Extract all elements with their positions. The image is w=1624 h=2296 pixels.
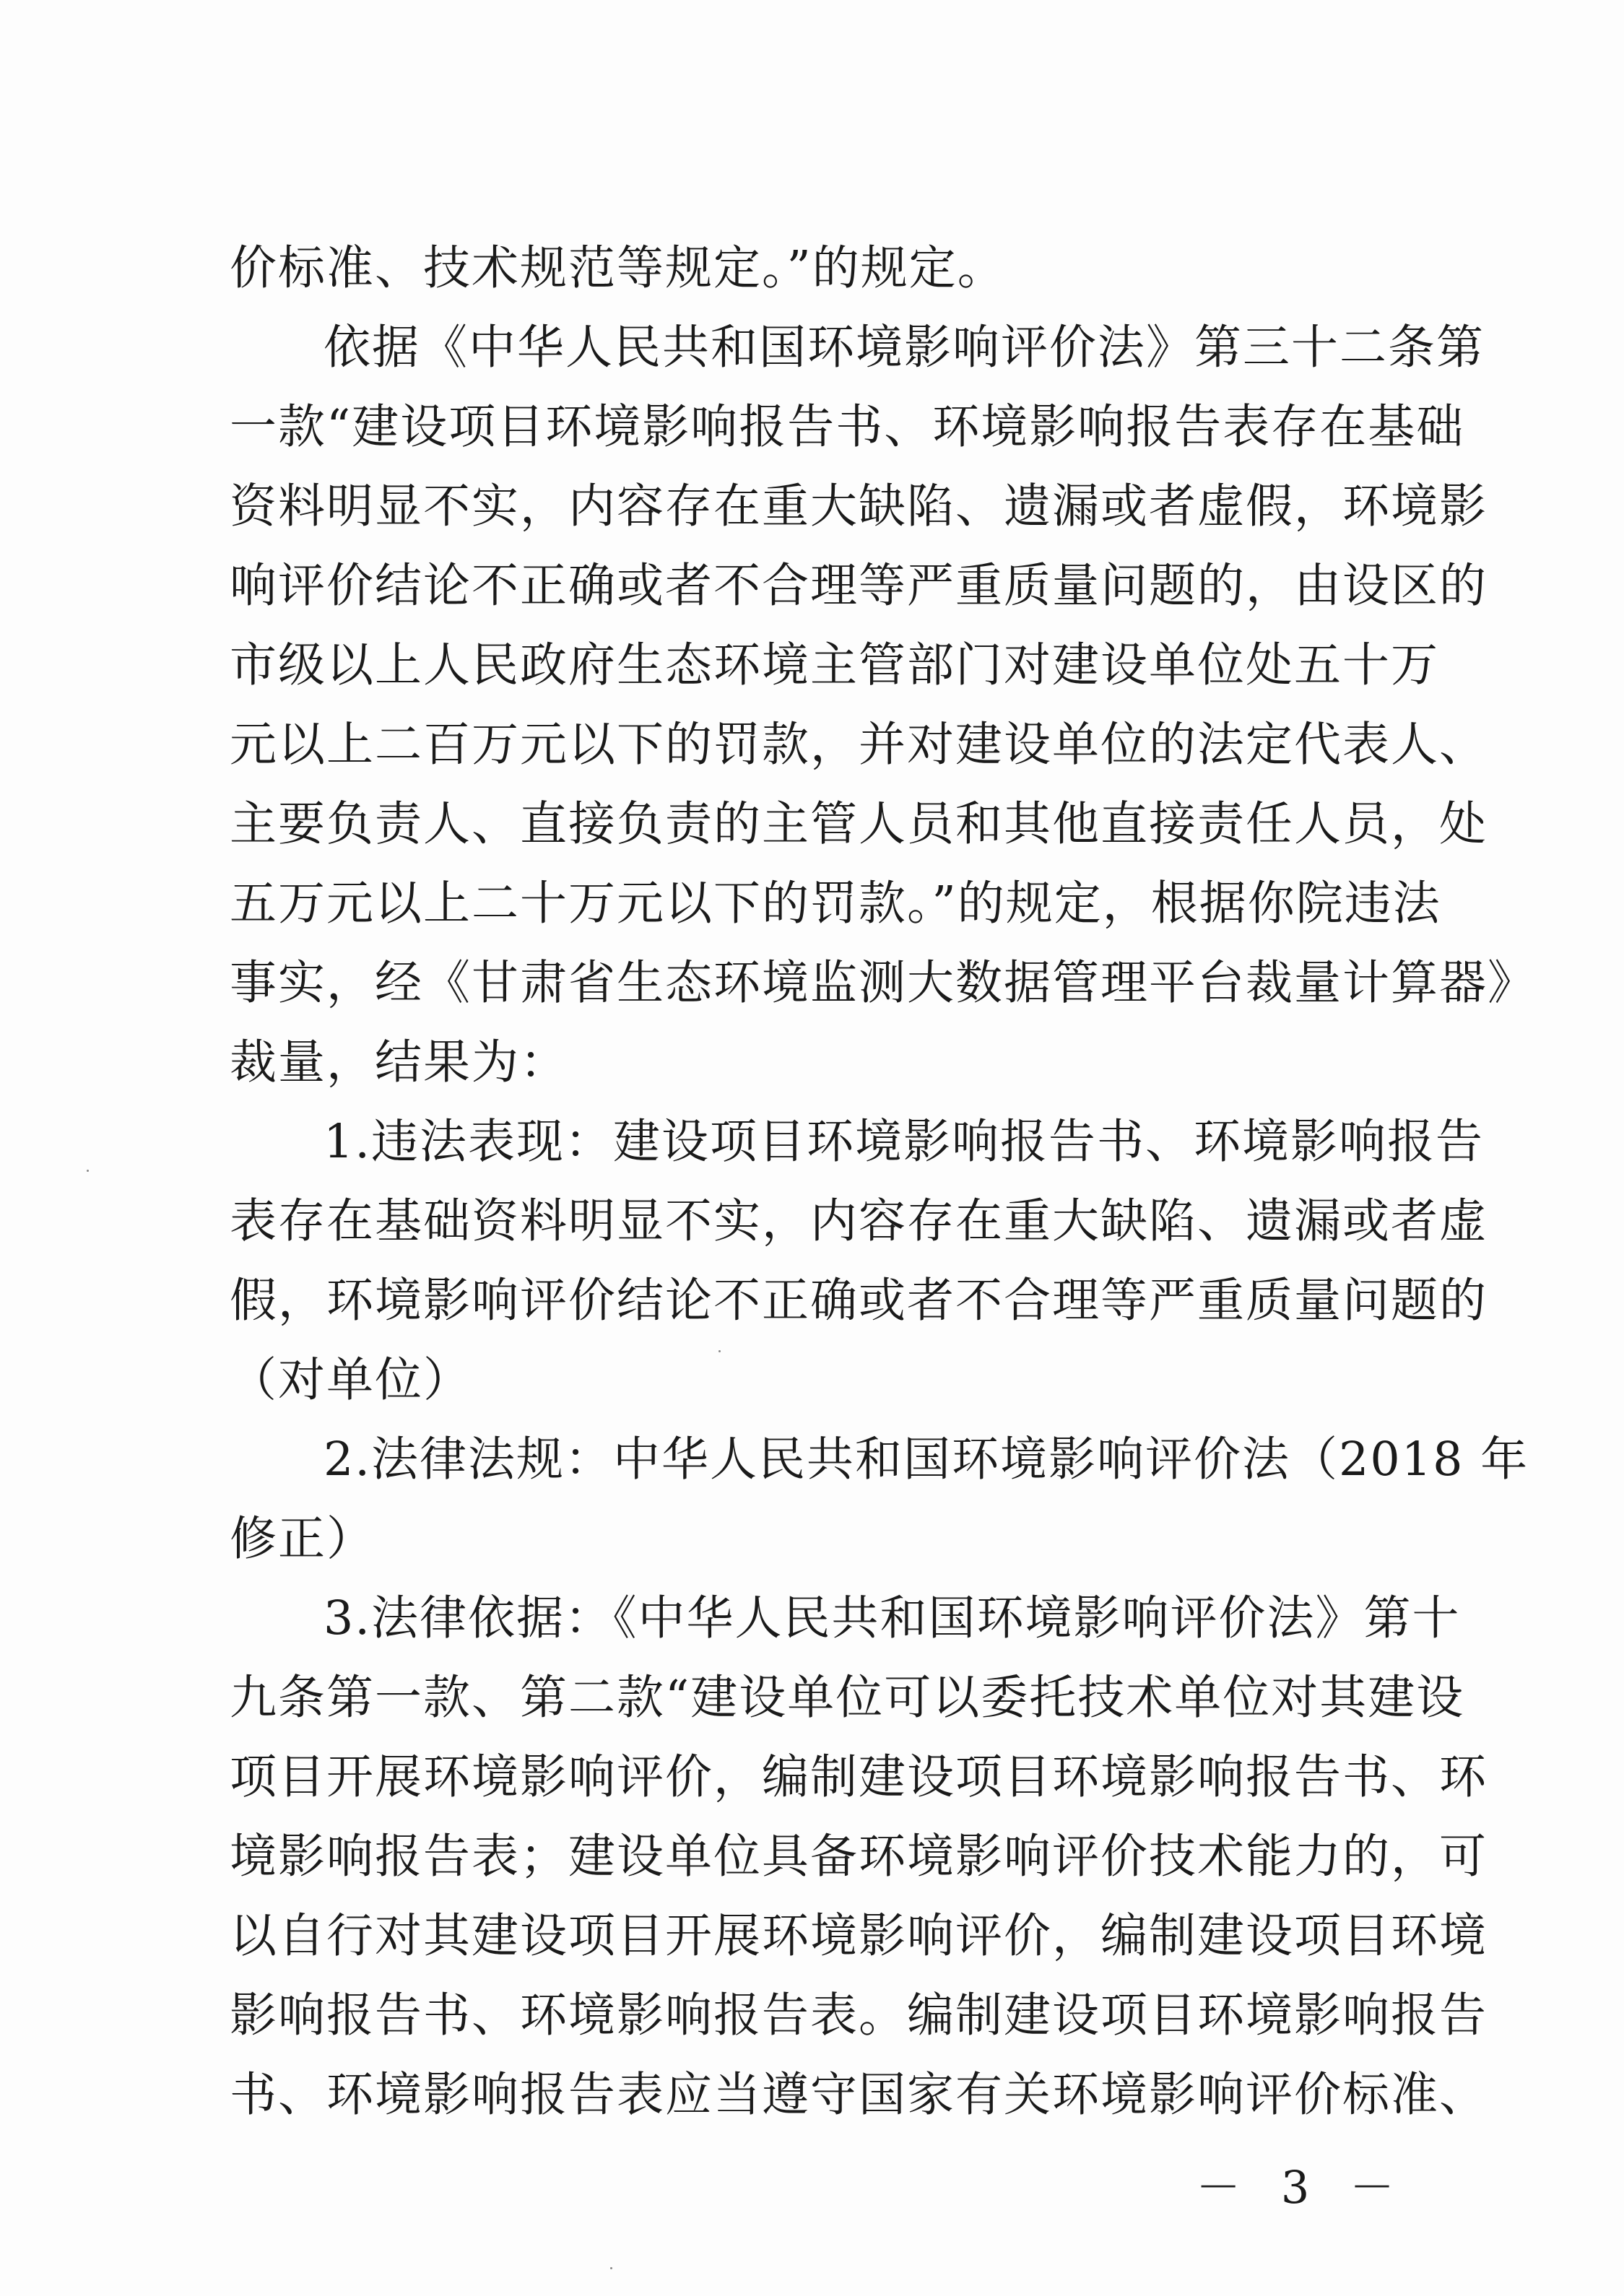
text-line: 裁量，结果为：	[230, 1035, 569, 1090]
text-line: 3.法律依据：《中华人民共和国环境影响评价法》第十	[324, 1591, 1461, 1645]
text-line: 1.违法表现：建设项目环境影响报告书、环境影响报告	[324, 1115, 1485, 1169]
scan-speck	[718, 1350, 721, 1352]
text-line: 市级以上人民政府生态环境主管部门对建设单位处五十万	[230, 638, 1440, 692]
text-line: 一款“建设项目环境影响报告书、环境影响报告表存在基础	[230, 400, 1465, 454]
text-line: 2.法律法规：中华人民共和国环境影响评价法（2018 年	[324, 1432, 1529, 1487]
text-line: 表存在基础资料明显不实，内容存在重大缺陷、遗漏或者虚	[230, 1194, 1488, 1248]
text-line: 五万元以上二十万元以下的罚款。”的规定，根据你院违法	[230, 877, 1441, 931]
text-line: 依据《中华人民共和国环境影响评价法》第三十二条第	[324, 321, 1485, 375]
text-line: 项目开展环境影响评价，编制建设项目环境影响报告书、环	[230, 1750, 1488, 1804]
text-line: （对单位）	[230, 1353, 472, 1407]
text-line: 事实，经《甘肃省生态环境监测大数据管理平台裁量计算器》	[230, 956, 1537, 1010]
text-line: 境影响报告表；建设单位具备环境影响评价技术能力的，可	[230, 1830, 1488, 1884]
scan-speck	[87, 1170, 89, 1172]
text-line: 价标准、技术规范等规定。”的规定。	[230, 241, 1006, 295]
text-line: 修正）	[230, 1512, 375, 1566]
scan-speck	[610, 2267, 612, 2269]
text-line: 资料明显不实，内容存在重大缺陷、遗漏或者虚假，环境影	[230, 479, 1488, 534]
text-line: 影响报告书、环境影响报告表。编制建设项目环境影响报告	[230, 1988, 1488, 2043]
text-line: 九条第一款、第二款“建设单位可以委托技术单位对其建设	[230, 1671, 1465, 1725]
text-line: 主要负责人、直接负责的主管人员和其他直接责任人员，处	[230, 797, 1488, 851]
text-line: 响评价结论不正确或者不合理等严重质量问题的，由设区的	[230, 559, 1488, 613]
text-line: 假，环境影响评价结论不正确或者不合理等严重质量问题的	[230, 1274, 1488, 1328]
text-line: 元以上二百万元以下的罚款，并对建设单位的法定代表人、	[230, 718, 1488, 772]
page-number: － 3 －	[1196, 2161, 1407, 2214]
text-line: 以自行对其建设项目开展环境影响评价，编制建设项目环境	[230, 1909, 1488, 1963]
text-line: 书、环境影响报告表应当遵守国家有关环境影响评价标准、	[230, 2068, 1488, 2122]
